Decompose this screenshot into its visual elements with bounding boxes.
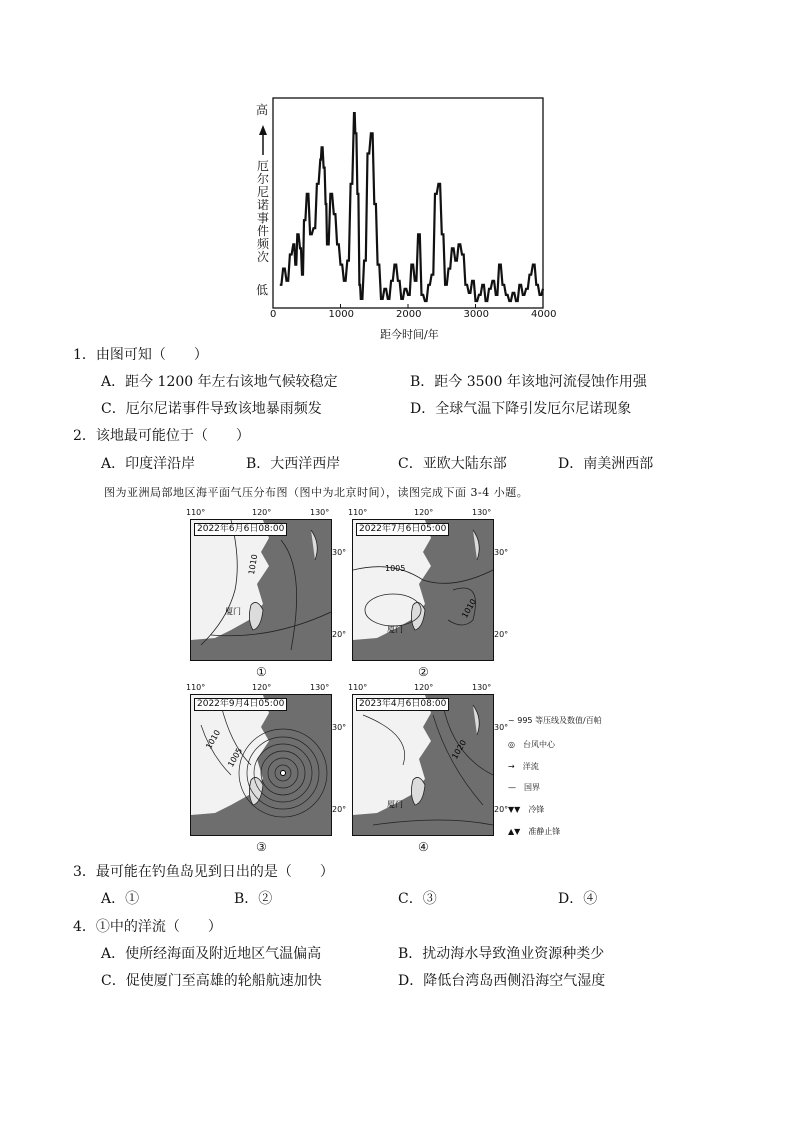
- lat-label: 20°: [494, 805, 509, 814]
- x-tick-label: 3000: [463, 309, 489, 320]
- chart-plot: [270, 95, 550, 317]
- legend-border: — 国界: [508, 783, 540, 792]
- lat-label: 20°: [332, 805, 347, 814]
- lon-label: 110°: [186, 508, 206, 517]
- lat-label: 30°: [494, 723, 509, 732]
- map-number: ④: [418, 840, 429, 854]
- frequency-chart: [240, 95, 560, 345]
- lon-label: 120°: [414, 508, 434, 517]
- isobar-value: 1010: [246, 553, 260, 576]
- y-axis-label: [256, 160, 270, 264]
- q4-option-c[interactable]: C．促使厦门至高雄的轮船航速加快: [101, 973, 322, 989]
- legend-typhoon: ◎ 台风中心: [508, 740, 555, 749]
- q2-stem: 2．该地最可能位于（ ）: [73, 428, 250, 444]
- map-frame: [352, 694, 494, 836]
- y-axis-label-char: 频: [256, 237, 269, 251]
- xiamen-label: 厦门: [387, 625, 403, 634]
- q4-option-b[interactable]: B．扰动海水导致渔业资源种类少: [398, 946, 605, 962]
- legend-cold-front: ▼▼ 冷锋: [508, 805, 545, 814]
- q1-stem: 1．由图可知（ ）: [73, 347, 208, 363]
- isobar-value: 1020: [450, 738, 469, 761]
- map-number: ③: [256, 840, 267, 854]
- legend-isobar: ~ 995 等压线及数值/百帕: [508, 716, 602, 725]
- y-axis-label-char: 事: [256, 211, 269, 225]
- lat-label: 30°: [494, 548, 509, 557]
- pressure-map-2: [342, 508, 509, 683]
- q2-option-b[interactable]: B．大西洋西岸: [246, 456, 341, 472]
- map-date: 2023年4月6日08:00: [356, 698, 449, 711]
- xiamen-label: 厦门: [225, 607, 241, 616]
- lon-label: 130°: [472, 508, 492, 517]
- map-date: 2022年7月6日05:00: [356, 523, 449, 536]
- y-axis-arrow: [257, 123, 269, 155]
- q1-option-c[interactable]: C．厄尔尼诺事件导致该地暴雨频发: [101, 401, 322, 417]
- typhoon-center-icon: ◎: [508, 740, 515, 749]
- lon-label: 130°: [310, 508, 330, 517]
- y-axis-low: 低: [256, 283, 269, 297]
- lon-label: 110°: [348, 683, 368, 692]
- map-number: ①: [256, 665, 267, 679]
- isobar-value: 1010: [460, 597, 479, 620]
- q2-option-c[interactable]: C．亚欧大陆东部: [398, 456, 507, 472]
- xiamen-label: 厦门: [387, 800, 403, 809]
- cold-front-icon: ▼▼: [508, 805, 521, 814]
- y-axis-label-char: 件: [256, 224, 269, 238]
- pressure-map-3: [180, 683, 347, 858]
- y-axis-label-char: 尼: [256, 185, 269, 199]
- lon-label: 130°: [310, 683, 330, 692]
- q4-option-a[interactable]: A．使所经海面及附近地区气温偏高: [101, 946, 322, 962]
- typhoon-center-icon: [281, 771, 286, 776]
- x-tick-label: 1000: [328, 309, 354, 320]
- q3-stem: 3．最可能在钓鱼岛见到日出的是（ ）: [73, 864, 334, 880]
- map-legend: [508, 715, 618, 845]
- q1-option-a[interactable]: A．距今 1200 年左右该地气候较稳定: [101, 374, 338, 390]
- map-frame: [190, 519, 332, 661]
- series-line: [280, 113, 543, 301]
- lon-label: 110°: [186, 683, 206, 692]
- map-date: 2022年9月4日05:00: [194, 698, 287, 711]
- q3-option-b[interactable]: B．②: [234, 891, 273, 907]
- lon-label: 120°: [252, 508, 272, 517]
- q2-option-a[interactable]: A．印度洋沿岸: [101, 456, 196, 472]
- map-number: ②: [418, 665, 429, 679]
- lon-label: 130°: [472, 683, 492, 692]
- y-axis-high: 高: [256, 103, 269, 117]
- lat-label: 30°: [332, 723, 347, 732]
- map-land-sea: [353, 520, 493, 660]
- x-tick-label: 2000: [396, 309, 422, 320]
- x-tick-label: 4000: [531, 309, 557, 320]
- map-land-sea: [353, 695, 493, 835]
- isobar-value: 1010: [204, 728, 223, 751]
- map-land-sea: [191, 695, 331, 835]
- map-land-sea: [191, 520, 331, 660]
- section-intro: 图为亚洲局部地区海平面气压分布图（图中为北京时间），读图完成下面 3-4 小题。: [104, 486, 529, 499]
- lon-label: 120°: [414, 683, 434, 692]
- map-frame: [190, 694, 332, 836]
- y-axis-label-char: 尔: [256, 172, 269, 186]
- x-axis-label: 距今时间/年: [380, 328, 439, 341]
- lat-label: 30°: [332, 548, 347, 557]
- y-axis-label-char: 次: [256, 250, 269, 264]
- legend-stationary-front: ▲▼ 准静止锋: [508, 827, 561, 836]
- pressure-map-4: [342, 683, 509, 858]
- lon-label: 120°: [252, 683, 272, 692]
- q2-option-d[interactable]: D．南美洲西部: [558, 456, 654, 472]
- border-line-icon: —: [508, 783, 516, 792]
- y-axis-label-char: 诺: [256, 198, 269, 212]
- stationary-front-icon: ▲▼: [508, 827, 521, 836]
- isobar-value: 1005: [226, 746, 245, 769]
- q3-option-a[interactable]: A．①: [101, 891, 140, 907]
- pressure-map-1: [180, 508, 347, 683]
- lat-label: 20°: [332, 630, 347, 639]
- isobar-value: 1005: [385, 564, 406, 573]
- q3-option-d[interactable]: D．④: [558, 891, 598, 907]
- current-arrow-icon: →: [508, 762, 515, 771]
- legend-current: → 洋流: [508, 762, 539, 771]
- x-tick-label: 0: [270, 309, 277, 320]
- q3-option-c[interactable]: C．③: [398, 891, 437, 907]
- map-frame: [352, 519, 494, 661]
- q4-stem: 4．①中的洋流（ ）: [73, 919, 222, 935]
- map-date: 2022年6月6日08:00: [194, 523, 287, 536]
- y-axis-label-char: 厄: [256, 159, 269, 173]
- q1-option-d[interactable]: D．全球气温下降引发厄尔尼诺现象: [410, 401, 632, 417]
- q1-option-b[interactable]: B．距今 3500 年该地河流侵蚀作用强: [410, 374, 647, 390]
- q4-option-d[interactable]: D．降低台湾岛西侧沿海空气湿度: [398, 973, 606, 989]
- lon-label: 110°: [348, 508, 368, 517]
- lat-label: 20°: [494, 630, 509, 639]
